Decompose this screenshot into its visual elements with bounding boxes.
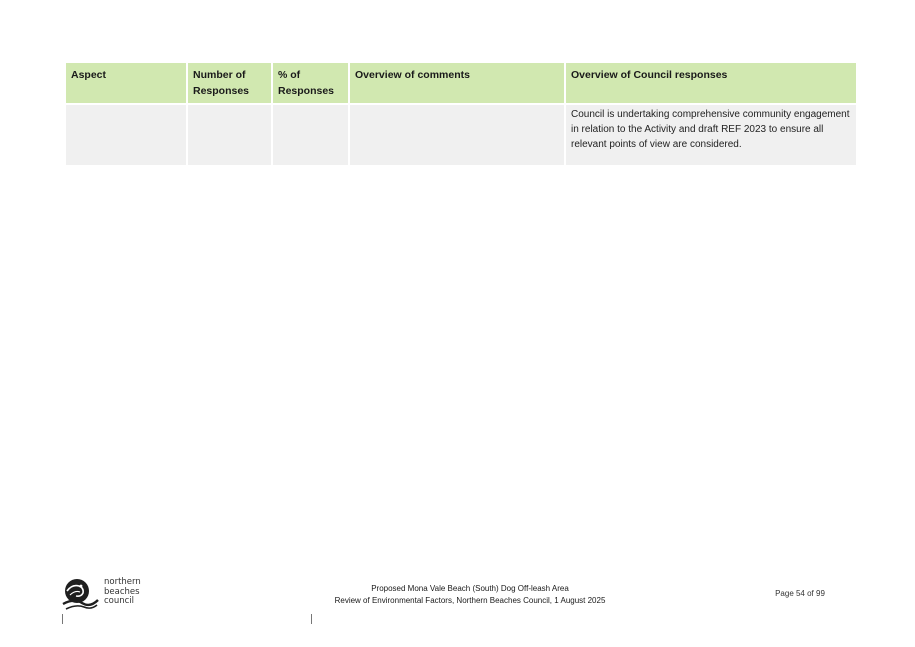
header-percent-of-responses (272, 63, 349, 104)
logo-line-1: northern (104, 577, 141, 587)
header-overview-of-council-responses (565, 63, 856, 104)
footer-title-line-2: Review of Environmental Factors, Northern Beaches Council, 1 August 2025 (334, 596, 606, 605)
header-number-line2: Responses (193, 85, 250, 97)
cell-council-response: Council is undertaking comprehensive community engagement in relation to the Activity and draft REF 2023 to ensure all relevant points of view are considered. (565, 104, 856, 165)
cell-number (187, 104, 272, 165)
page-number: Page 54 of 99 (775, 589, 825, 598)
table-row (66, 104, 856, 165)
footer-title-line-1: Proposed Mona Vale Beach (South) Dog Off-leash Area (371, 584, 569, 593)
cell-aspect (66, 104, 187, 165)
table-header-row (66, 63, 856, 104)
cell-percent (272, 104, 349, 165)
header-overview-of-comments (349, 63, 565, 104)
header-percent-line1: % of (278, 69, 301, 81)
header-comments-label: Overview of comments (355, 69, 470, 81)
footer-document-title (300, 583, 640, 607)
header-responses-label: Overview of Council responses (571, 69, 728, 81)
logo-line-2: beaches (104, 586, 140, 597)
header-number-of-responses (187, 63, 272, 104)
header-number-line1: Number of (193, 69, 246, 81)
footer-tick-center (311, 614, 312, 624)
header-percent-line2: Responses (278, 85, 335, 97)
logo-line-3: council (104, 596, 135, 606)
footer-tick-left (62, 614, 63, 624)
logo-wordmark (104, 578, 141, 607)
header-aspect (66, 63, 187, 104)
council-logo (60, 576, 150, 612)
cell-comments (349, 104, 565, 165)
northern-beaches-council-logo-icon (60, 576, 100, 612)
header-aspect-label: Aspect (71, 69, 107, 81)
responses-table (66, 63, 856, 165)
